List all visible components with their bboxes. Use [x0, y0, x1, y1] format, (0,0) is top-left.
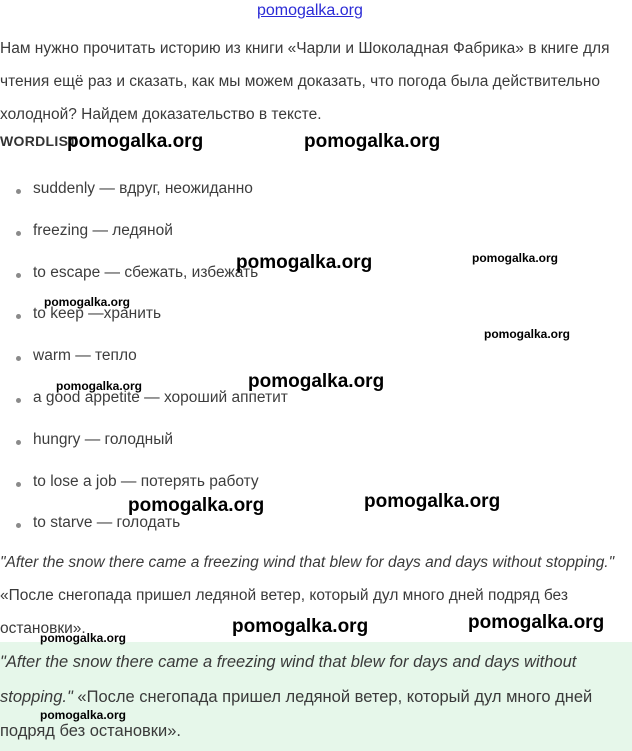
list-item-text: freezing — ледяной: [33, 221, 173, 239]
bullet-icon: [16, 356, 21, 361]
list-item-text: suddenly — вдруг, неожиданно: [33, 180, 253, 197]
watermark: pomogalka.org: [248, 371, 385, 392]
list-item: [16, 305, 288, 347]
watermark: pomogalka.org: [304, 131, 441, 152]
bullet-icon: [16, 189, 21, 194]
list-item: [16, 389, 288, 431]
wordlist-heading: WORDLIST: [0, 133, 78, 149]
bullet-icon: [16, 273, 21, 278]
watermark: pomogalka.org: [44, 295, 131, 309]
bullet-icon: [16, 482, 21, 487]
list-item-text: to escape — сбежать, избежать: [33, 263, 259, 281]
watermark: pomogalka.org: [56, 379, 143, 393]
bullet-icon: [16, 398, 21, 403]
watermark: pomogalka.org: [472, 251, 559, 265]
site-link[interactable]: pomogalka.org: [257, 2, 363, 19]
watermark: pomogalka.org: [468, 612, 605, 633]
bullet-icon: [16, 523, 21, 528]
watermark: pomogalka.org: [364, 491, 501, 512]
watermark: pomogalka.org: [232, 616, 369, 637]
watermark: pomogalka.org: [40, 708, 127, 722]
watermark: pomogalka.org: [484, 327, 571, 341]
bullet-icon: [16, 440, 21, 445]
watermark: pomogalka.org: [236, 252, 373, 273]
list-item-text: to keep —хранить: [33, 305, 162, 323]
watermark: pomogalka.org: [128, 495, 265, 516]
bullet-icon: [16, 231, 21, 236]
watermark: pomogalka.org: [40, 631, 127, 645]
highlighted-quote-english: "After the snow there came a freezing wind that blew for days and days without stopping.": [0, 653, 577, 706]
list-item-text: to lose a job — потерять работу: [33, 472, 259, 490]
quote-russian: «После снегопада пришел ледяной ветер, который дул много дней подряд без остановки».: [0, 587, 568, 637]
bullet-icon: [16, 314, 21, 319]
list-item: [16, 180, 288, 222]
list-item-text: hungry — голодный: [33, 430, 173, 448]
watermark: pomogalka.org: [67, 131, 204, 152]
highlighted-quote: [0, 642, 632, 751]
list-item-text: to starve — голодать: [33, 514, 181, 532]
list-item-text: a good appetite — хороший аппетит: [33, 388, 288, 406]
list-item: [16, 431, 288, 473]
intro-paragraph: Нам нужно прочитать историю из книги «Чарли и Шоколадная Фабрика» в книге для чтения ещё раз и сказать, как мы можем доказать, что погода была действительно холодной? Найдем доказательство в тексте.: [0, 40, 610, 123]
highlighted-quote-russian: «После снегопада пришел ледяной ветер, который дул много дней подряд без остановки».: [0, 687, 593, 740]
list-item-text: warm — тепло: [33, 347, 137, 365]
quote-english: "After the snow there came a freezing wind that blew for days and days without stopping.": [0, 554, 615, 571]
